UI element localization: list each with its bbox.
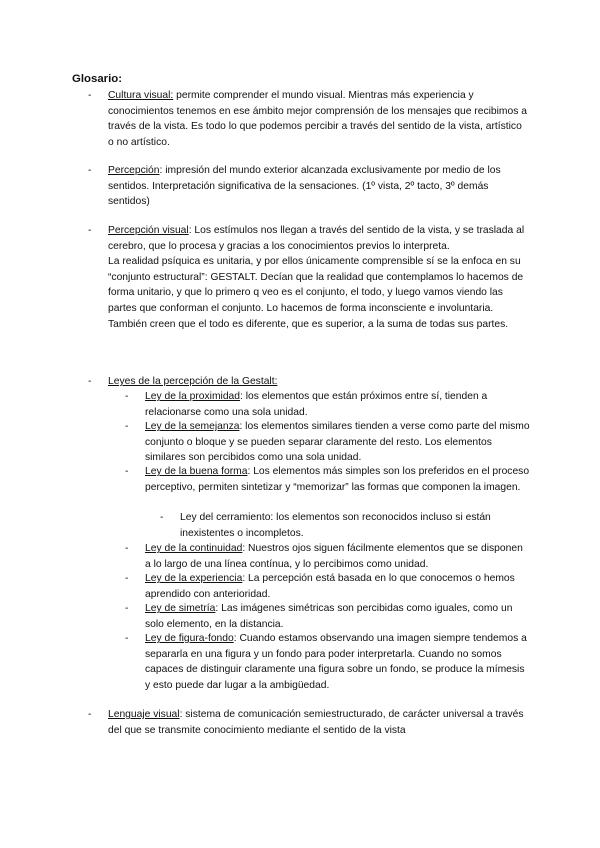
definition-cerramiento: Ley del cerramiento: los elementos son reconocidos incluso si están inexistentes o incompletos. [180,512,491,539]
term-lenguaje-visual: Lenguaje visual [108,709,180,720]
definition-continuidad: : Nuestros ojos siguen fácilmente elementos que se disponen a lo largo de una línea contínua, y lo percibimos como unidad. [145,543,523,570]
list-dash: - [125,466,129,477]
term-figura-fondo: Ley de figura-fondo [145,633,234,644]
law-buena-forma [125,464,530,495]
law-figura-fondo [125,631,530,693]
definition-experiencia: : La percepción está basada en lo que conocemos o hemos aprendido con anterioridad. [145,573,515,600]
law-semejanza [125,419,530,466]
list-dash: - [88,376,92,387]
list-dash: - [125,391,129,402]
definition-percepcion-visual: : Los estímulos nos llegan a través del sentido de la vista, y se traslada al cerebro, que lo procesa y gracias a los conocimientos previos lo interpreta. [108,225,525,252]
definition-semejanza: : los elementos similares tienden a verse como parte del mismo conjunto o bloque y se pueden separar claramente del resto. Los elementos similares son percibidos como una sola unidad. [145,421,530,464]
term-experiencia: Ley de la experiencia [145,573,243,584]
glossary-item-leyes-gestalt [88,374,528,390]
glossary-title: Glosario: [72,73,123,85]
term-cultura-visual: Cultura visual: [108,90,174,101]
term-continuidad: Ley de la continuidad [145,543,243,554]
definition-percepcion: : impresión del mundo exterior alcanzada exclusivamente por medio de los sentidos. Interpretación significativa de la sensaciones. (1º vista, 2º tacto, 3º demás sentidos) [108,165,501,208]
list-dash: - [125,421,129,432]
definition-proximidad: : los elementos que están próximos entre sí, tienden a relacionarse como una sola unidad. [145,391,488,418]
term-simetria: Ley de simetría [145,603,216,614]
term-semejanza: Ley de la semejanza [145,421,240,432]
definition-buena-forma: : Los elementos más simples son los preferidos en el proceso perceptivo, permiten sintetizar y “memorizar” las formas que componen la imagen. [145,466,530,493]
list-dash: - [88,225,92,236]
list-dash: - [125,543,129,554]
definition-figura-fondo: : Cuando estamos observando una imagen siempre tendemos a separarla en una figura y un fondo para poder interpretarla. Cuando no somos capaces de distinguir claramente una figura sobre un fondo, se produce la mímesis y esto puede dar lugar a la ambigüedad. [145,633,527,691]
list-dash: - [160,512,164,523]
term-leyes-gestalt: Leyes de la percepción de la Gestalt: [108,376,278,387]
law-proximidad [125,389,530,420]
term-buena-forma: Ley de la buena forma [145,466,248,477]
definition-cultura-visual: permite comprender el mundo visual. Mientras más experiencia y conocimientos tenemos en ese ámbito mejor comprensión de los mensajes que recibimos a través de la vista. Es todo lo que podemos percibir a través del sentido de la vista, artístico o no artístico. [108,90,527,148]
list-dash: - [125,573,129,584]
glossary-item-percepcion-visual [88,223,528,332]
definition-simetria: : Las imágenes simétricas son percibidas como iguales, como un solo elemento, en la distancia. [145,603,513,630]
list-dash: - [88,709,92,720]
term-percepcion: Percepción [108,165,160,176]
term-proximidad: Ley de la proximidad [145,391,241,402]
definition-lenguaje-visual: : sistema de comunicación semiestructurado, de carácter universal a través del que se transmite conocimiento mediante el sentido de la vista [108,709,524,736]
list-dash: - [125,603,129,614]
list-dash: - [125,633,129,644]
term-percepcion-visual: Percepción visual [108,225,189,236]
law-cerramiento [160,510,530,541]
glossary-item-lenguaje-visual [88,707,528,738]
law-continuidad [125,541,530,572]
list-dash: - [88,90,92,101]
gestalt-paragraph: La realidad psíquica es unitaria, y por ellos únicamente comprensible sí se la enfoca en su “conjunto estructural”: GESTALT. Decían que la realidad que contemplamos lo hacemos de forma unitario, y que lo primero q veo es el conjunto, el todo, y luego vamos viendo las partes que conforman el conjunto. Lo hacemos de forma inconsciente e involuntaria. También creen que el todo es diferente, que es superior, a la suma de todas sus partes. [108,256,524,330]
glossary-item-percepcion [88,163,528,210]
list-dash: - [88,165,92,176]
law-simetria [125,601,530,632]
law-experiencia [125,571,530,602]
glossary-item-cultura-visual [88,88,528,150]
